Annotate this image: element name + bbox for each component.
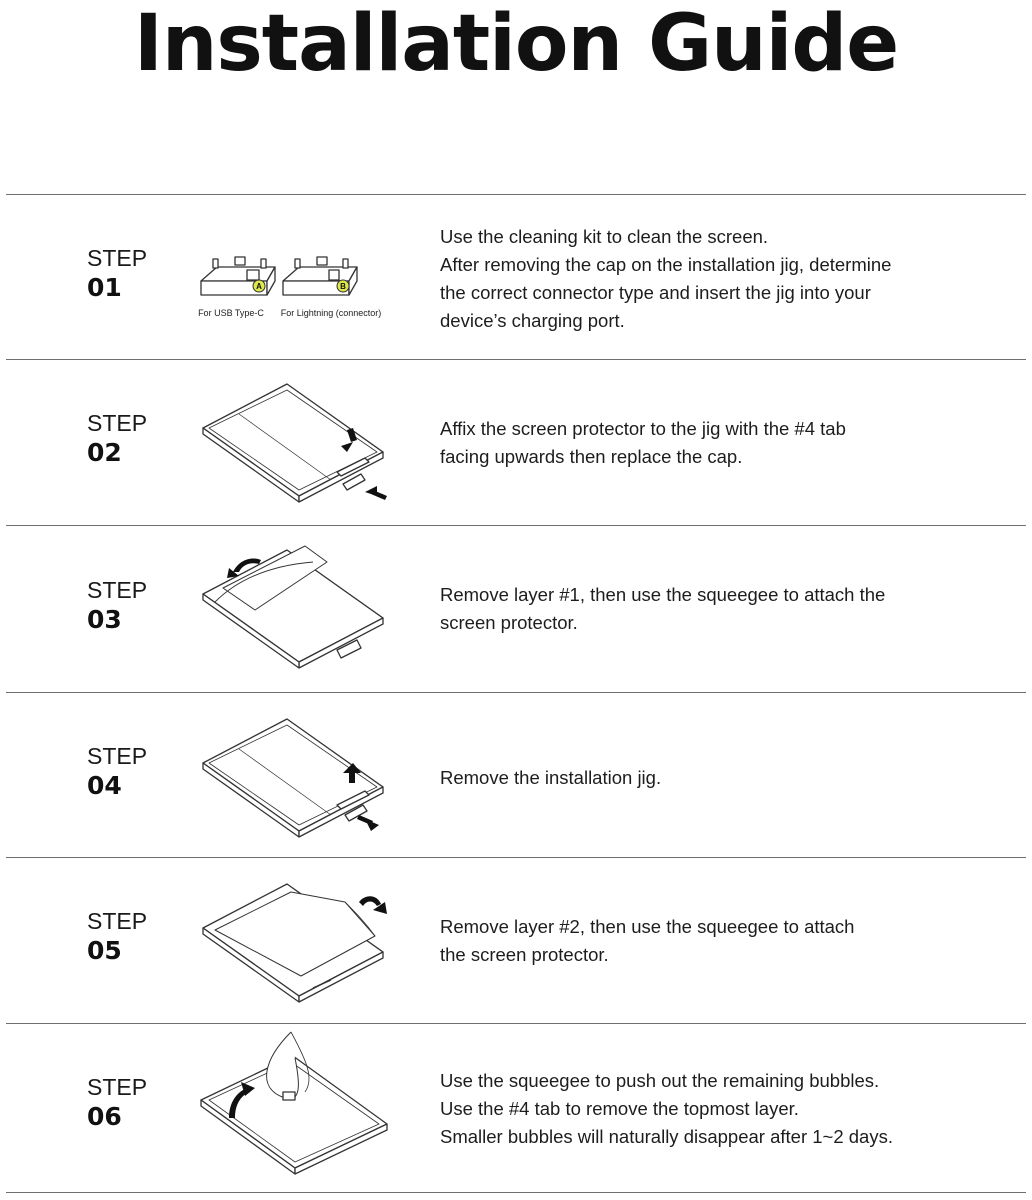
remove-layer-2-illustration <box>195 866 395 1016</box>
caption-usb-c: For USB Type-C <box>198 308 264 318</box>
step-description: Remove the installation jig. <box>440 767 662 788</box>
step-number: 02 <box>87 438 122 467</box>
step-label: STEP <box>87 410 148 436</box>
step-01 <box>0 195 1032 359</box>
step-number: 03 <box>87 605 122 634</box>
step-description: Remove layer #1, then use the squeegee to attach the screen protector. <box>440 584 886 633</box>
step-description: Affix the screen protector to the jig with the #4 tab facing upwards then replace the cap. <box>440 418 846 467</box>
remove-layer-1-illustration <box>195 532 395 682</box>
step-number: 04 <box>87 771 122 800</box>
step-number: 06 <box>87 1102 122 1131</box>
caption-lightning: For Lightning (connector) <box>280 308 382 318</box>
step-label: STEP <box>87 245 148 271</box>
step-03 <box>0 526 1032 690</box>
step-05 <box>0 858 1032 1022</box>
badge-a: A <box>256 282 262 291</box>
step-04 <box>0 693 1032 857</box>
step-06 <box>0 1024 1032 1188</box>
tablet-with-jig-illustration <box>195 368 395 518</box>
page-title: Installation Guide <box>133 0 899 89</box>
step-label: STEP <box>87 577 148 603</box>
remove-top-layer-illustration <box>195 1028 395 1178</box>
step-number: 05 <box>87 936 122 965</box>
step-label: STEP <box>87 908 148 934</box>
step-label: STEP <box>87 1074 148 1100</box>
step-description: Use the cleaning kit to clean the screen. After removing the cap on the installation jig, determine the correct connector type and insert the jig into your device’s charging port. <box>440 226 892 331</box>
divider <box>6 1192 1026 1193</box>
installation-jig-illustration <box>195 195 395 345</box>
step-description: Remove layer #2, then use the squeegee to attach the screen protector. <box>440 916 855 965</box>
step-02 <box>0 360 1032 524</box>
step-label: STEP <box>87 743 148 769</box>
badge-b: B <box>340 282 346 291</box>
step-number: 01 <box>87 273 122 302</box>
remove-jig-illustration <box>195 703 395 853</box>
step-description: Use the squeegee to push out the remaining bubbles. Use the #4 tab to remove the topmost layer. Smaller bubbles will naturally disappear after 1~2 days. <box>440 1070 893 1147</box>
